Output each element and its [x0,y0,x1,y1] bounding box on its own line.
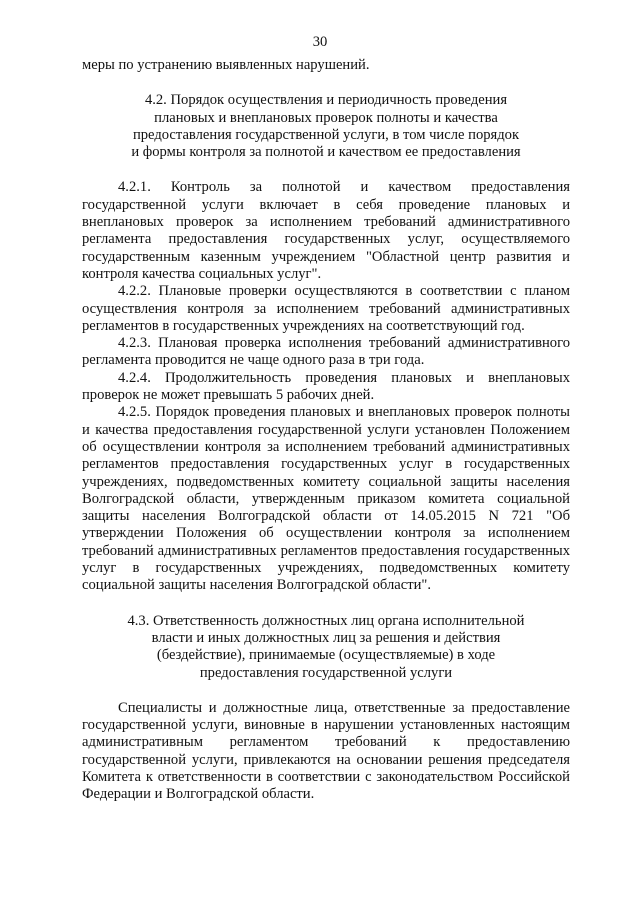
heading-line: предоставления государственной услуги [199,664,453,681]
paragraph-4-2-5: 4.2.5. Порядок проведения плановых и внеплановых проверок полноты и качества предоставления государственной услуги установлен Положением об осуществлении контроля за исполнением требований административных регламентов предоставления государственных услуг в государственных учреждениях, подведомственных комитету социальной защиты населения Волгоградской области, утвержденным приказом комитета социальной защиты населения Волгоградской области от 14.05.2015 N 721 "Об утверждении Положения об осуществлении контроля за исполнением требований административных регламентов предоставления государственных услуг в государственных учреждениях, подведомственных комитету социальной защиты населения Волгоградской области". [82,404,570,594]
paragraph-4-2-3: 4.2.3. Плановая проверка исполнения требований административного регламента проводится не чаще одного раза в три года. [82,335,570,369]
heading-line: предоставления государственной услуги, в том числе порядок [132,126,520,143]
continuation-paragraph: меры по устранению выявленных нарушений. [82,57,370,73]
paragraph-4-2-1: 4.2.1. Контроль за полнотой и качеством предоставления государственной услуги включает в себя проведение плановых и внеплановых проверок за исполнением требований административного регламента предоставления государственных услуг, осуществляемого государственным казенным учреждением "Областной центр развития и контроля качества социальных услуг". [82,179,570,282]
paragraph-4-3-body: Специалисты и должностные лица, ответственные за предоставление государственной услуги, виновные в нарушении установленных настоящим административным регламентом требований к предоставлению государственной услуги, привлекаются на основании решения председателя Комитета к ответственности в соответствии с законодательством Российской Федерации и Волгоградской области. [82,699,570,803]
document-body [82,57,570,804]
heading-line: 4.3. Ответственность должностных лиц органа исполнительной [127,612,525,629]
section-4-2-heading [82,92,570,161]
heading-line: и формы контроля за полнотой и качеством ее предоставления [131,144,521,161]
page-number: 30 [312,34,328,50]
paragraph-4-2-4: 4.2.4. Продолжительность проведения плановых и внеплановых проверок не может превышать 5 рабочих дней. [82,369,570,404]
paragraph-4-2-2: 4.2.2. Плановые проверки осуществляются в соответствии с планом осуществления контроля за исполнением требований административных регламентов в государственных учреждениях на соответствующий год. [82,283,570,334]
heading-line: 4.2. Порядок осуществления и периодичность проведения [144,92,508,109]
heading-line: плановых и внеплановых проверок полноты и качества [154,109,498,126]
heading-line: власти и иных должностных лиц за решения и действия [151,629,501,646]
heading-line: (бездействие), принимаемые (осуществляемые) в ходе [156,647,496,664]
section-4-3-heading [82,613,570,682]
